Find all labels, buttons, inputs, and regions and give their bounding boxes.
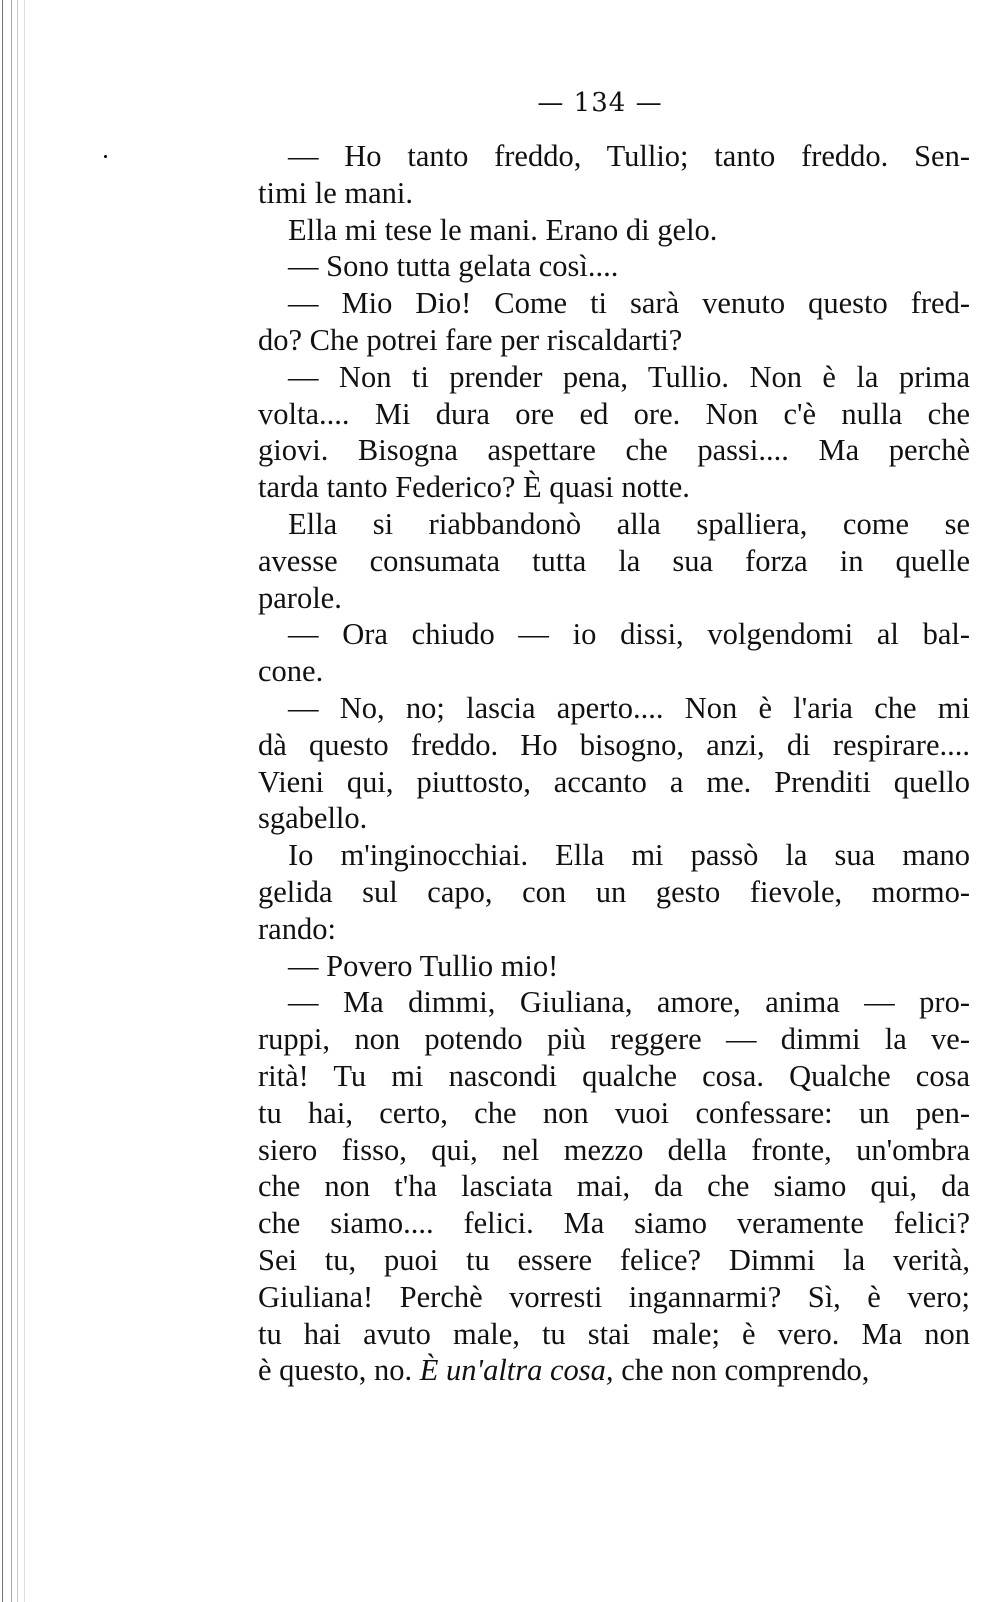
text-line: giovi. Bisogna aspettare che passi.... Ma perchè bbox=[258, 433, 970, 468]
text-line: timi le mani. bbox=[258, 175, 414, 210]
text-line: Sei tu, puoi tu essere felice? Dimmi la verità, bbox=[258, 1242, 970, 1277]
text-line: rità! Tu mi nascondi qualche cosa. Qualche cosa bbox=[258, 1058, 970, 1093]
scan-speck bbox=[104, 155, 107, 158]
text-line: tarda tanto Federico? È quasi notte. bbox=[258, 470, 690, 505]
text-run: che non comprendo, bbox=[613, 1353, 870, 1388]
binding-edge-shadow bbox=[2, 0, 3, 1602]
text-line: — Ho tanto freddo, Tullio; tanto freddo. Sen- bbox=[288, 139, 970, 173]
text-line: dà questo freddo. Ho bisogno, anzi, di respirare.... bbox=[258, 727, 970, 762]
text-line: Ella si riabbandonò alla spalliera, come se bbox=[288, 506, 970, 541]
text-line: — Mio Dio! Come ti sarà venuto questo fred- bbox=[288, 286, 970, 321]
text-line: Giuliana! Perchè vorresti ingannarmi? Sì, è vero; bbox=[258, 1279, 970, 1314]
text-line: do? Che potrei fare per riscaldarti? bbox=[258, 322, 683, 357]
text-line: parole. bbox=[258, 580, 342, 615]
text-line: rando: bbox=[258, 911, 336, 946]
text-line: — Ma dimmi, Giuliana, amore, anima — pro- bbox=[288, 985, 970, 1020]
italic-text-run: È un'altra cosa, bbox=[419, 1353, 614, 1388]
text-line: cone. bbox=[258, 654, 324, 689]
text-line: tu hai, certo, che non vuoi confessare: un pen- bbox=[258, 1095, 970, 1130]
binding-edge-shadow bbox=[17, 0, 18, 1602]
text-line: — Non ti prender pena, Tullio. Non è la prima bbox=[288, 359, 970, 394]
body-text bbox=[258, 138, 970, 1389]
text-line: sgabello. bbox=[258, 801, 368, 836]
text-line: Vieni qui, piuttosto, accanto a me. Prenditi quello bbox=[258, 764, 970, 799]
text-line: — Ora chiudo — io dissi, volgendomi al bal- bbox=[288, 617, 970, 652]
binding-edge-shadow bbox=[11, 0, 12, 1602]
text-line: volta.... Mi dura ore ed ore. Non c'è nulla che bbox=[258, 396, 970, 431]
text-line: gelida sul capo, con un gesto fievole, mormo- bbox=[258, 874, 970, 909]
text-line: tu hai avuto male, tu stai male; è vero. Ma non bbox=[258, 1316, 970, 1351]
text-run: è questo, no. bbox=[258, 1353, 420, 1388]
text-line: — Povero Tullio mio! bbox=[288, 948, 559, 983]
text-line: avesse consumata tutta la sua forza in quelle bbox=[258, 543, 970, 578]
text-line: Io m'inginocchiai. Ella mi passò la sua mano bbox=[288, 838, 970, 873]
text-line: Ella mi tese le mani. Erano di gelo. bbox=[288, 212, 718, 247]
text-line: che siamo.... felici. Ma siamo veramente felici? bbox=[258, 1206, 970, 1241]
text-line: ruppi, non potendo più reggere — dimmi la ve- bbox=[258, 1022, 970, 1057]
page-number: — 134 — bbox=[537, 88, 663, 118]
text-line: che non t'ha lasciata mai, da che siamo qui, da bbox=[258, 1169, 970, 1204]
text-line: — Sono tutta gelata così.... bbox=[288, 249, 619, 284]
text-line: siero fisso, qui, nel mezzo della fronte, un'ombra bbox=[258, 1132, 970, 1167]
text-line: — No, no; lascia aperto.... Non è l'aria che mi bbox=[288, 690, 970, 725]
binding-edge-shadow bbox=[24, 0, 25, 1602]
text-line-last bbox=[258, 1352, 970, 1389]
